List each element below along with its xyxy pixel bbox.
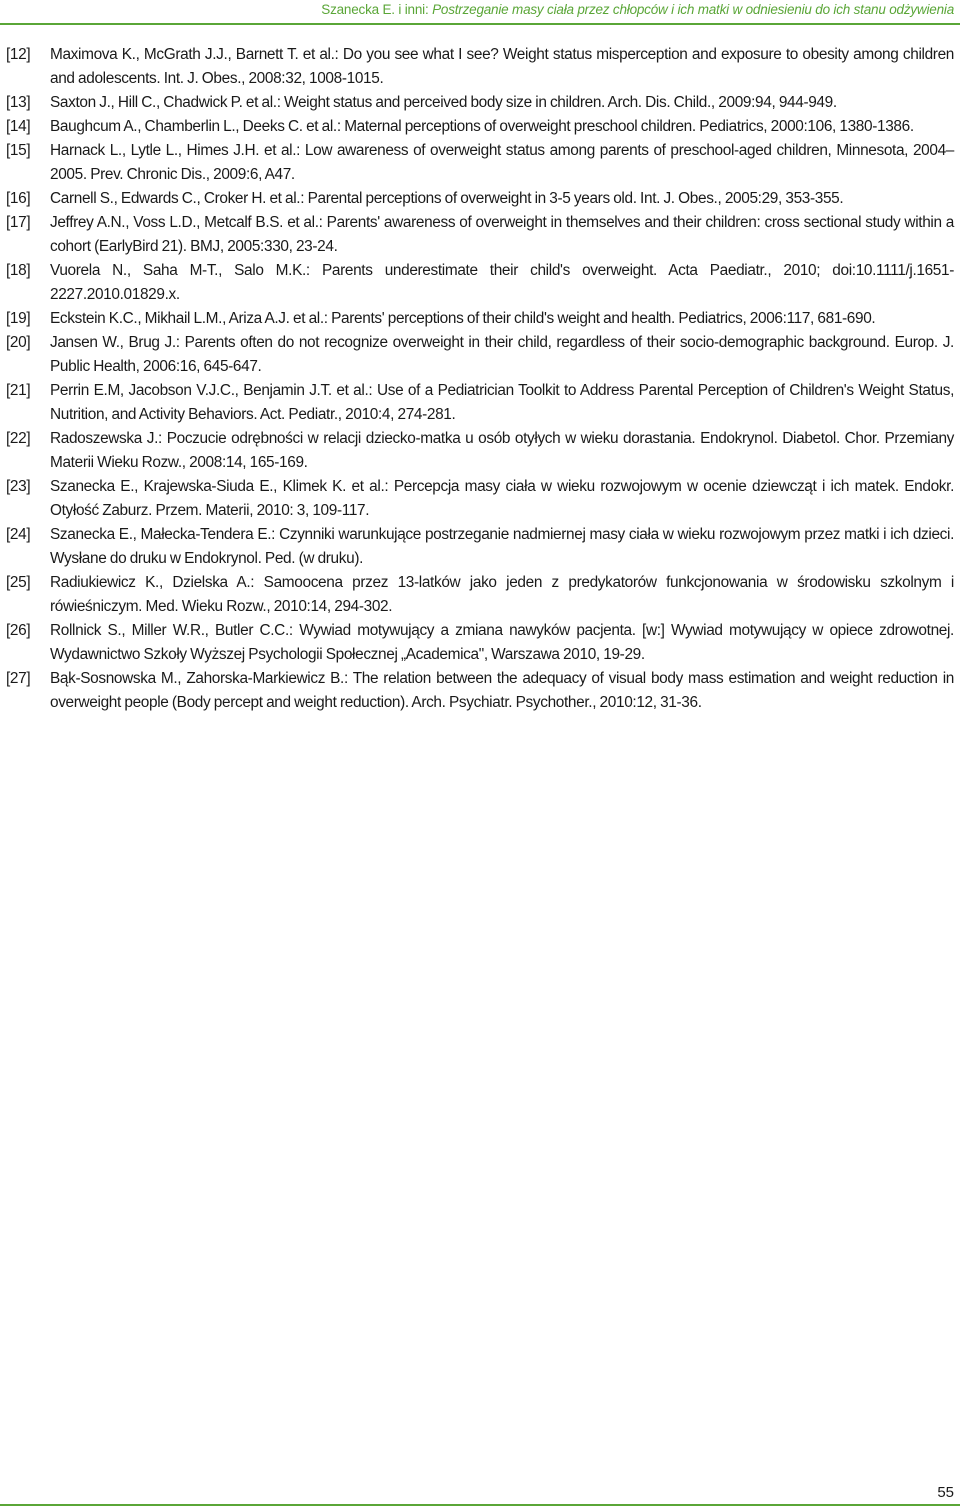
running-head-authors: Szanecka E. i inni: [321,2,433,17]
reference-text: Perrin E.M, Jacobson V.J.C., Benjamin J.T. et al.: Use of a Pediatrician Toolkit to Address Parental Perception of Children's Weight Status, Nutrition, and Activity Behaviors. Act. Pediatr., 2010:4, 274-281. [50,382,954,423]
running-head-text [321,2,954,17]
reference-number: [17] [6,214,31,231]
reference-number: [22] [6,430,31,447]
reference-text: Saxton J., Hill C., Chadwick P. et al.: Weight status and perceived body size in children. Arch. Dis. Child., 2009:94, 944-949. [50,94,837,111]
reference-item [6,211,954,259]
reference-number: [19] [6,310,31,327]
reference-number: [12] [6,46,31,63]
reference-text: Szanecka E., Małecka-Tendera E.: Czynniki warunkujące postrzeganie nadmiernej masy ciała w wieku rozwojowym przez matki i ich dzieci. Wysłane do druku w Endokrynol. Ped. (w druku). [50,526,954,567]
reference-number: [27] [6,670,31,687]
reference-text: Baughcum A., Chamberlin L., Deeks C. et al.: Maternal perceptions of overweight preschool children. Pediatrics, 2000:106, 1380-1386. [50,118,914,135]
reference-number: [21] [6,382,31,399]
reference-number: [25] [6,574,31,591]
reference-item [6,667,954,715]
reference-item [6,427,954,475]
reference-item [6,187,954,211]
reference-number: [24] [6,526,31,543]
reference-item [6,331,954,379]
reference-text: Bąk-Sosnowska M., Zahorska-Markiewicz B.: The relation between the adequacy of visual body mass estimation and weight reduction in overweight people (Body percept and weight reduction). Arch. Psychiatr. Psychother., 2010:12, 31-36. [50,670,954,711]
reference-text: Jeffrey A.N., Voss L.D., Metcalf B.S. et al.: Parents' awareness of overweight in themselves and their children: cross sectional study within a cohort (EarlyBird 21). BMJ, 2005:330, 23-24. [50,214,954,255]
reference-item [6,379,954,427]
reference-text: Radiukiewicz K., Dzielska A.: Samoocena przez 13-latków jako jeden z predykatorów funkcjonowania w środowisku szkolnym i rówieśniczym. Med. Wieku Rozw., 2010:14, 294-302. [50,574,954,615]
reference-number: [13] [6,94,31,111]
reference-text: Harnack L., Lytle L., Himes J.H. et al.: Low awareness of overweight status among parents of preschool-aged children, Minnesota, 2004–2005. Prev. Chronic Dis., 2009:6, A47. [50,142,954,183]
running-head-title: Postrzeganie masy ciała przez chłopców i ich matki w odniesieniu do ich stanu odżywienia [432,2,954,17]
reference-item [6,259,954,307]
reference-number: [14] [6,118,31,135]
reference-item [6,307,954,331]
reference-item [6,115,954,139]
reference-text: Jansen W., Brug J.: Parents often do not recognize overweight in their child, regardless of their socio-demographic background. Europ. J. Public Health, 2006:16, 645-647. [50,334,954,375]
reference-text: Rollnick S., Miller W.R., Butler C.C.: Wywiad motywujący a zmiana nawyków pacjenta. [w:] Wywiad motywujący w opiece zdrowotnej. Wydawnictwo Szkoły Wyższej Psychologii Społecznej „Academica", Warszawa 2010, 19-29. [50,622,954,663]
reference-item [6,475,954,523]
reference-list [6,43,954,715]
reference-item [6,139,954,187]
running-head-rule [0,23,960,25]
reference-item [6,619,954,667]
reference-number: [15] [6,142,31,159]
reference-item [6,523,954,571]
reference-number: [16] [6,190,31,207]
reference-text: Maximova K., McGrath J.J., Barnett T. et al.: Do you see what I see? Weight status misperception and exposure to obesity among children and adolescents. Int. J. Obes., 2008:32, 1008-1015. [50,46,954,87]
running-head [0,0,960,24]
reference-number: [23] [6,478,31,495]
reference-item [6,91,954,115]
reference-text: Carnell S., Edwards C., Croker H. et al.: Parental perceptions of overweight in 3-5 years old. Int. J. Obes., 2005:29, 353-355. [50,190,844,207]
reference-number: [26] [6,622,31,639]
reference-number: [18] [6,262,31,279]
reference-item [6,571,954,619]
reference-text: Radoszewska J.: Poczucie odrębności w relacji dziecko-matka u osób otyłych w wieku dorastania. Endokrynol. Diabetol. Chor. Przemiany Materii Wieku Rozw., 2008:14, 165-169. [50,430,954,471]
reference-text: Eckstein K.C., Mikhail L.M., Ariza A.J. et al.: Parents' perceptions of their child's weight and health. Pediatrics, 2006:117, 681-690. [50,310,876,327]
page-number: 55 [937,1484,954,1501]
reference-text: Vuorela N., Saha M-T., Salo M.K.: Parents underestimate their child's overweight. Acta Paediatr., 2010; doi:10.1111/j.1651-2227.2010.01829.x. [50,262,954,303]
reference-number: [20] [6,334,31,351]
reference-item [6,43,954,91]
reference-text: Szanecka E., Krajewska-Siuda E., Klimek K. et al.: Percepcja masy ciała w wieku rozwojowym w ocenie dziewcząt i ich matek. Endokr. Otyłość Zaburz. Przem. Materii, 2010: 3, 109-117. [50,478,954,519]
